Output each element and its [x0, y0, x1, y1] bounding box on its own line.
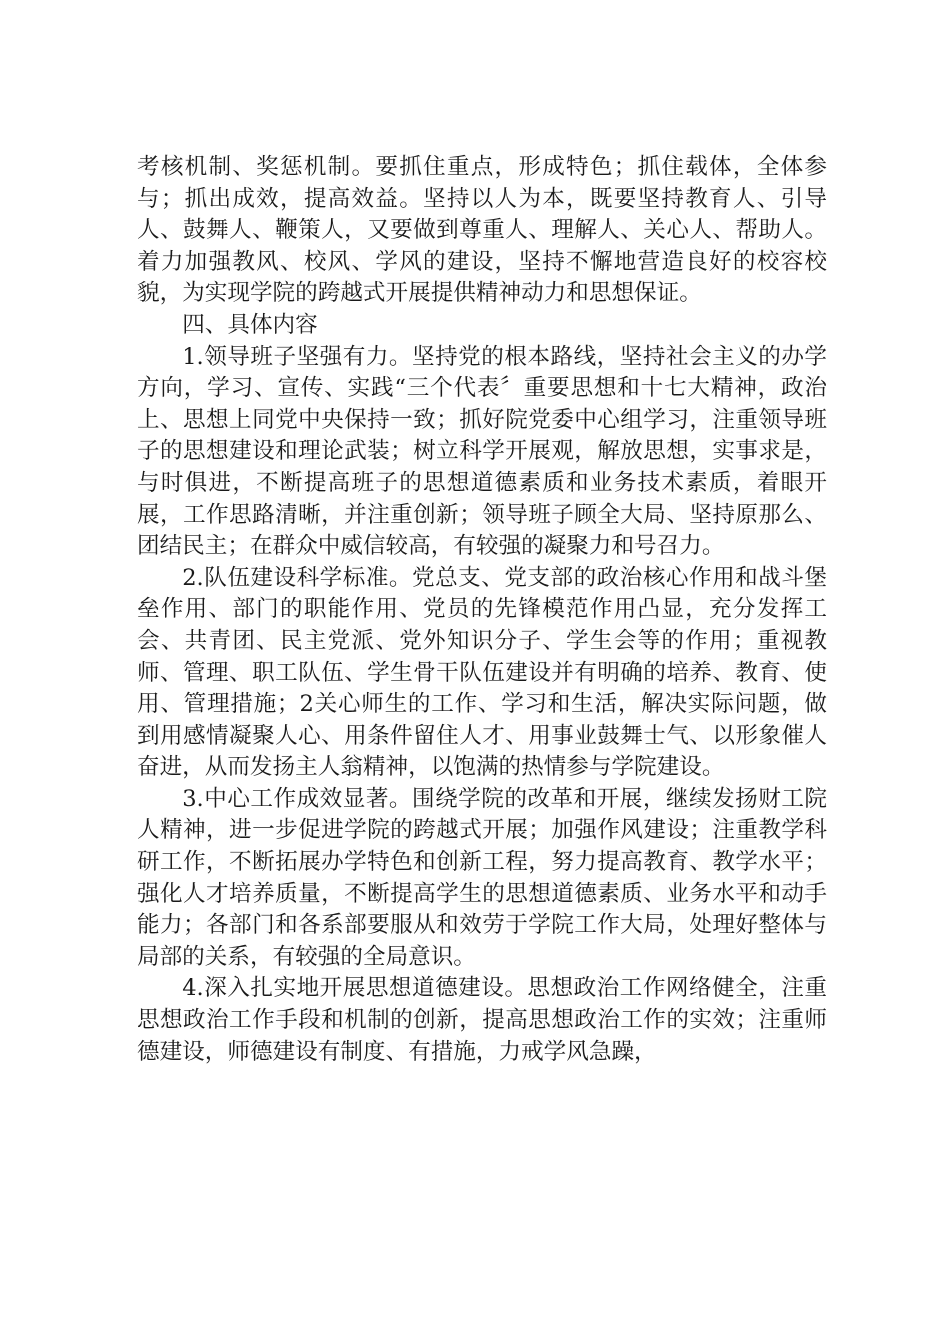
section-heading-specific-content: 四、具体内容 [182, 311, 318, 338]
body-paragraph-leadership: 1.领导班子坚强有力。坚持党的根本路线，坚持社会主义的办学方向，学习、宣传、实践“三个代表〞重要思想和十七大精神，政治上、思想上同党中央保持一致；抓好院党委中心组学习，注重领导班子的思想建设和理论武装；树立科学开展观，解放思想，实事求是，与时俱进，不断提高班子的思想道德素质和业务技术素质，着眼开展，工作思路清晰，并注重创新；领导班子顾全大局、坚持原那么、团结民主；在群众中威信较高，有较强的凝聚力和号召力。 [137, 343, 827, 560]
body-paragraph-continuation: 考核机制、奖惩机制。要抓住重点，形成特色；抓住载体，全体参与；抓出成效，提高效益。坚持以人为本，既要坚持教育人、引导人、鼓舞人、鞭策人，又要做到尊重人、理解人、关心人、帮助人。着力加强教风、校风、学风的建设，坚持不懈地营造良好的校容校貌，为实现学院的跨越式开展提供精神动力和思想保证。 [137, 154, 827, 307]
body-paragraph-team-building: 2.队伍建设科学标准。党总支、党支部的政治核心作用和战斗堡垒作用、部门的职能作用、党员的先锋模范作用凸显，充分发挥工会、共青团、民主党派、党外知识分子、学生会等的作用；重视教师、管理、职工队伍、学生骨干队伍建设并有明确的培养、教育、使用、管理措施；2关心师生的工作、学习和生活，解决实际问题，做到用感情凝聚人心、用条件留住人才、用事业鼓舞士气、以形象催人奋进，从而发扬主人翁精神，以饱满的热情参与学院建设。 [137, 564, 827, 781]
document-page [137, 152, 827, 1068]
body-paragraph-moral-construction: 4.深入扎实地开展思想道德建设。思想政治工作网络健全，注重思想政治工作手段和机制的创新，提高思想政治工作的实效；注重师德建设，师德建设有制度、有措施，力戒学风急躁， [137, 975, 827, 1065]
body-paragraph-central-work: 3.中心工作成效显著。围绕学院的改革和开展，继续发扬财工院人精神，进一步促进学院的跨越式开展；加强作风建设；注重教学科研工作，不断拓展办学特色和创新工程，努力提高教育、教学水平；强化人才培养质量，不断提高学生的思想道德素质、业务水平和动手能力；各部门和各系部要服从和效劳于学院工作大局，处理好整体与局部的关系，有较强的全局意识。 [137, 785, 827, 970]
